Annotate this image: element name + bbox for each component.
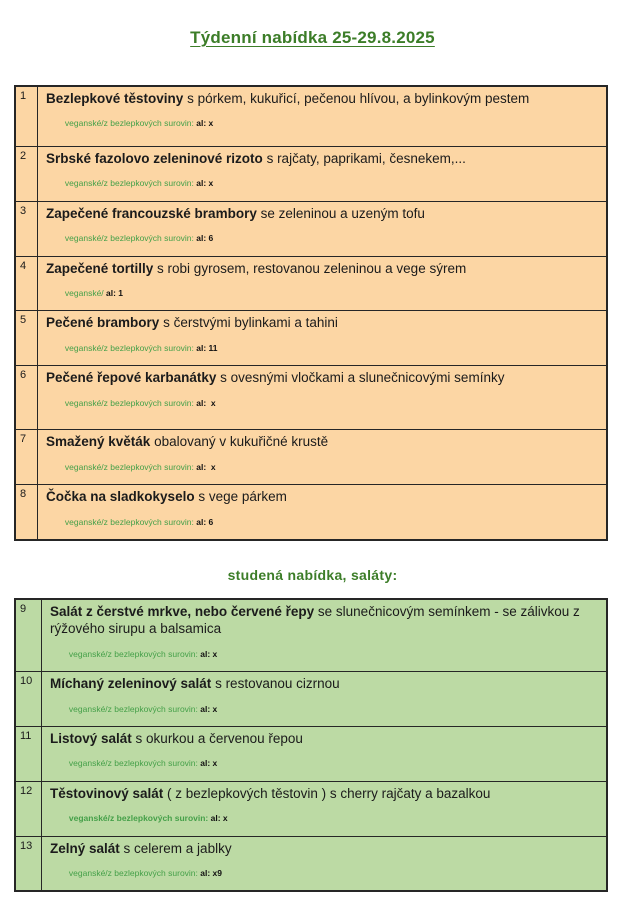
dish-line [46, 205, 596, 222]
dish-line [46, 90, 596, 107]
row-content [38, 311, 606, 365]
dish-name: Listový salát [50, 730, 132, 746]
dietary-note-line [46, 108, 596, 139]
dietary-note: veganské/z bezlepkových surovin: [64, 461, 197, 472]
row-content [38, 366, 606, 429]
dish-line [50, 785, 596, 802]
row-content [38, 87, 606, 146]
row-content [42, 672, 606, 726]
dish-line [50, 730, 596, 747]
dish-description: se slunečnicovým semínkem - se zálivkou z rýžového sirupu a balsamica [50, 603, 580, 637]
dish-description: s vege párkem [194, 489, 287, 505]
row-number: 4 [16, 257, 38, 311]
row-number: 2 [16, 147, 38, 201]
dish-name: Smažený květák [46, 434, 151, 450]
dish-name: Čočka na sladkokyselo [46, 489, 195, 505]
dish-description: s okurkou a červenou řepou [131, 730, 303, 746]
menu-row [16, 600, 606, 672]
dietary-note: veganské/z bezlepkových surovin: [68, 703, 201, 714]
row-content [42, 727, 606, 781]
row-content [38, 485, 606, 539]
row-number: 6 [16, 366, 38, 429]
dish-line [50, 840, 596, 857]
dish-name: Salát z čerstvé mrkve, nebo červené řepy [50, 603, 315, 619]
dietary-note: veganské/z bezlepkových surovin: [64, 342, 197, 353]
menu-row [16, 202, 606, 257]
dish-description: se zeleninou a uzeným tofu [256, 205, 425, 221]
menu-row [16, 672, 606, 727]
dish-name: Zapečené francouzské brambory [46, 205, 257, 221]
dietary-note-line [46, 506, 596, 537]
allergen-code: al: x [200, 648, 218, 659]
menu-row [16, 257, 606, 312]
row-number: 8 [16, 485, 38, 539]
dietary-note: veganské/z bezlepkových surovin: [64, 397, 197, 408]
menu-row [16, 311, 606, 366]
dish-description: s celerem a jablky [119, 840, 232, 856]
row-content [42, 782, 606, 836]
dietary-note: veganské/ [64, 288, 107, 299]
dietary-note: veganské/z bezlepkových surovin: [68, 868, 201, 878]
dietary-note: veganské/z bezlepkových surovin: [68, 648, 201, 659]
dietary-note: veganské/z bezlepkových surovin: [64, 516, 197, 527]
dish-name: Srbské fazolovo zeleninové rizoto [46, 151, 263, 166]
row-number: 11 [16, 727, 42, 781]
dish-description: s robi gyrosem, restovanou zeleninou a vege sýrem [153, 260, 467, 276]
row-number: 12 [16, 782, 42, 836]
row-content [38, 430, 606, 484]
dish-description: s pórkem, kukuřicí, pečenou hlívou, a bylinkovým pestem [183, 91, 530, 106]
allergen-code: al: 1 [106, 288, 124, 299]
dietary-note: veganské/z bezlepkových surovin: [68, 813, 211, 824]
row-number: 5 [16, 311, 38, 365]
allergen-code: al: x [196, 461, 216, 472]
menu-row [16, 147, 606, 202]
dish-description: s ovesnými vločkami a slunečnicovými semínky [216, 370, 505, 386]
dietary-note-line [46, 278, 596, 309]
row-content [42, 837, 606, 891]
dietary-note-line [50, 748, 596, 779]
menu-row [16, 366, 606, 430]
row-content [38, 202, 606, 256]
dish-description: s rajčaty, paprikami, česnekem,... [262, 151, 466, 166]
dish-line [46, 369, 596, 386]
dietary-note: veganské/z bezlepkových surovin: [64, 118, 197, 129]
dish-line [50, 675, 596, 692]
cold-menu-heading: studená nabídka, saláty: [227, 566, 398, 583]
row-number: 9 [16, 600, 42, 671]
allergen-code: al: x [196, 118, 214, 129]
menu-row [16, 727, 606, 782]
dietary-note: veganské/z bezlepkových surovin: [64, 178, 197, 189]
allergen-code: al: x [196, 397, 216, 408]
allergen-code: al: x [210, 813, 228, 824]
cold-menu-table [14, 598, 608, 892]
menu-row [16, 782, 606, 837]
menu-row [16, 430, 606, 485]
dietary-note-line [50, 693, 596, 724]
dietary-note-line [46, 452, 596, 483]
dietary-note-line [46, 333, 596, 364]
hot-menu-table [14, 85, 608, 541]
allergen-code: al: x [196, 178, 214, 189]
allergen-code: al: x9 [200, 868, 223, 878]
row-number: 13 [16, 837, 42, 891]
dish-name: Pečené řepové karbanátky [46, 370, 217, 386]
dish-description: s restovanou cizrnou [211, 676, 340, 692]
row-number: 3 [16, 202, 38, 256]
dish-line [46, 260, 596, 277]
dish-name: Míchaný zeleninový salát [50, 676, 212, 692]
dietary-note: veganské/z bezlepkových surovin: [68, 758, 201, 769]
row-content [42, 600, 606, 671]
dietary-note-line [46, 388, 596, 419]
dish-description: ( z bezlepkových těstovin ) s cherry rajčaty a bazalkou [163, 785, 491, 801]
dietary-note-line [50, 639, 596, 670]
dietary-note-line [50, 803, 596, 834]
allergen-code: al: x [200, 758, 218, 769]
dish-description: obalovaný v kukuřičné krustě [150, 434, 329, 450]
page-title: Týdenní nabídka 25-29.8.2025 [190, 28, 435, 47]
dish-line [46, 150, 596, 167]
row-number: 1 [16, 87, 38, 146]
dietary-note-line [46, 168, 596, 199]
dietary-note-line [46, 223, 596, 254]
dish-name: Bezlepkové těstoviny [46, 91, 184, 106]
dish-line [46, 314, 596, 331]
dish-description: s čerstvými bylinkami a tahini [159, 315, 338, 331]
dish-name: Zapečené tortilly [46, 260, 154, 276]
menu-row [16, 485, 606, 539]
dish-line [46, 488, 596, 505]
allergen-code: al: 6 [196, 516, 214, 527]
menu-row [16, 837, 606, 891]
allergen-code: al: x [200, 703, 218, 714]
dietary-note: veganské/z bezlepkových surovin: [64, 233, 197, 244]
allergen-code: al: 6 [196, 233, 214, 244]
row-content [38, 257, 606, 311]
row-number: 10 [16, 672, 42, 726]
dish-line [46, 433, 596, 450]
dish-name: Pečené brambory [46, 315, 160, 331]
row-number: 7 [16, 430, 38, 484]
dish-name: Zelný salát [50, 840, 120, 856]
menu-row [16, 87, 606, 147]
dish-line [50, 603, 596, 638]
row-content [38, 147, 606, 201]
dish-name: Těstovinový salát [50, 785, 164, 801]
allergen-code: al: 11 [196, 342, 218, 353]
